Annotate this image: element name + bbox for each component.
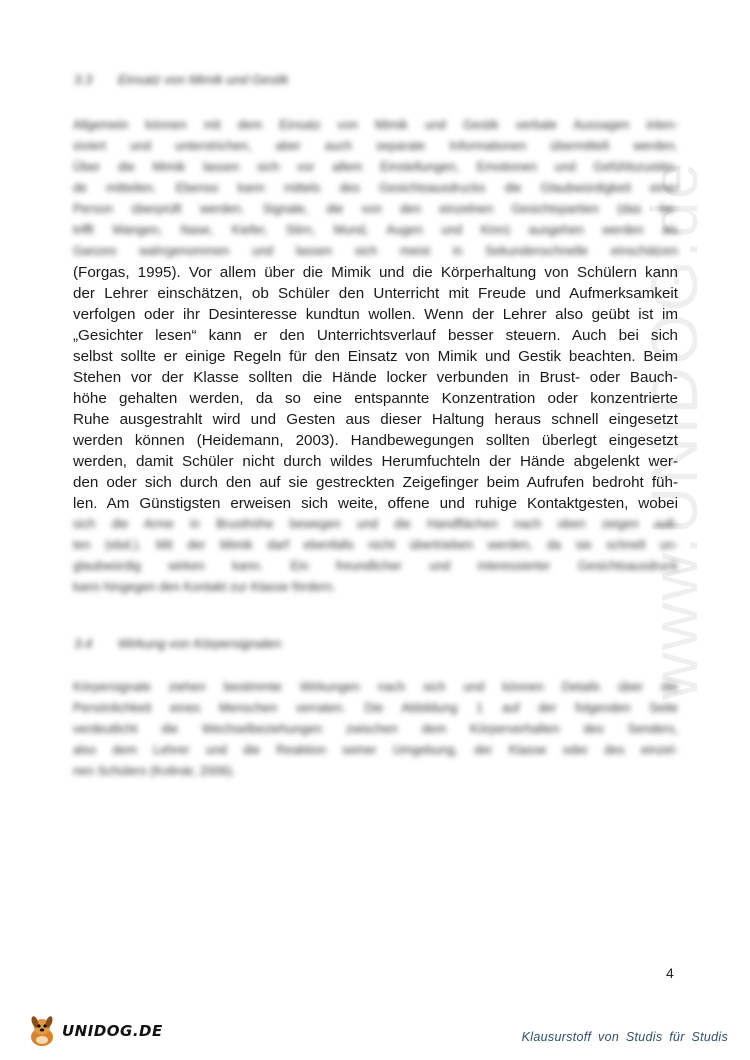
text-line: Ganzes wahrgenommen und lassen sich meist in Sekundenschnelle einschätzen <box>73 244 678 258</box>
section-number: 3.3 <box>74 72 93 87</box>
text-line: de mitteilen. Ebenso kann mittels des Gesichtsausdrucks die Glaubwürdigkeit einer <box>73 181 678 195</box>
text-line: Person überprüft werden. Signale, die von den einzelnen Gesichtspartien (das be- <box>73 202 678 216</box>
text-line: (Forgas, 1995). Vor allem über die Mimik und die Körperhaltung von Schülern kann <box>73 264 678 281</box>
text-line: kann hingegen den Kontakt zur Klasse fördern. <box>73 580 336 594</box>
text-line: len. Am Günstigsten erweisen sich weite, offene und ruhige Kontaktgesten, wobei <box>73 495 678 512</box>
text-line: den oder sich durch den auf sie gestreckten Zeigefinger beim Aufrufen bedroht füh- <box>73 474 678 491</box>
text-line: trifft Wangen, Nase, Kiefer, Stirn, Mund, Augen und Kinn) ausgehen werden als <box>73 223 678 237</box>
dog-logo-icon <box>24 1013 60 1049</box>
section-heading-3-3 <box>74 72 289 87</box>
text-line: verfolgen oder ihr Desinteresse kundtun wollen. Wenn der Lehrer also geübt ist im <box>73 306 678 323</box>
section-title: Wirkung von Körpersignalen <box>118 636 282 651</box>
paragraph-koerpersignale <box>73 677 678 782</box>
logo-text: UNIDOG.DE <box>62 1022 163 1040</box>
text-line: verdeutlicht die Wechselbeziehungen zwischen dem Körperverhalten des Senders, <box>73 722 678 736</box>
text-line: selbst sollte er einige Regeln für den Einsatz von Mimik und Gestik beachten. Beim <box>73 348 678 365</box>
text-line: Allgemein können mit dem Einsatz von Mimik und Gestik verbale Aussagen inten- <box>73 118 678 132</box>
section-title: Einsatz von Mimik und Gestik <box>118 72 289 87</box>
text-line: glaubwürdig wirken kann. Ein freundlicher und interessierter Gesichtsausdruck <box>73 559 678 573</box>
text-line: siviert und unterstrichen, aber auch separate Informationen übermittelt werden. <box>73 139 678 153</box>
text-line: Stehen vor der Klasse sollten die Hände locker verbunden in Brust- oder Bauch- <box>73 369 678 386</box>
text-line: werden, damit Schüler nicht durch wildes Herumfuchteln der Hände abgelenkt wer- <box>73 453 678 470</box>
text-line: Über die Mimik lassen sich vor allem Einstellungen, Emotionen und Gefühlszustän- <box>73 160 678 174</box>
text-line: Persönlichkeit eines Menschen verraten. Die Abbildung 1 auf der folgenden Seite <box>73 701 678 715</box>
section-heading-3-4 <box>74 636 281 651</box>
text-line: werden können (Heidemann, 2003). Handbewegungen sollten überlegt eingesetzt <box>73 432 678 449</box>
footer-tagline: Klausurstoff von Studis für Studis <box>521 1030 728 1044</box>
text-line: „Gesichter lesen“ kann er den Unterrichtsverlauf besser steuern. Auch bei sich <box>73 327 678 344</box>
text-line: Ruhe ausgestrahlt wird und Gesten aus dieser Haltung heraus schnell eingesetzt <box>73 411 678 428</box>
footer-logo[interactable] <box>24 1013 163 1049</box>
text-line: höhe gehalten werden, da so eine entspannte Konzentration oder konzentrierte <box>73 390 678 407</box>
section-number: 3.4 <box>74 636 93 651</box>
text-line: nen Schülers (Kolinár, 2006). <box>73 764 236 778</box>
paragraph-mimik-gestik <box>73 115 678 598</box>
text-line: ten (ebd.). Mit der Mimik darf ebenfalls nicht übertrieben werden, da sie schnell un- <box>73 538 678 552</box>
text-line: also dem Lehrer und die Reaktion seiner Umgebung, der Klasse oder des einzel- <box>73 743 678 757</box>
page-number: 4 <box>666 965 674 981</box>
watermark: www.UNIDOG.de <box>637 160 711 700</box>
text-line: der Lehrer einschätzen, ob Schüler den Unterricht mit Freude und Aufmerksamkeit <box>73 285 678 302</box>
text-line: Körpersignale ziehen bestimmte Wirkungen nach sich und können Details über die <box>73 680 678 694</box>
text-line: sich die Arme in Brusthöhe bewegen und die Handflächen nach oben zeigen soll- <box>73 517 678 531</box>
